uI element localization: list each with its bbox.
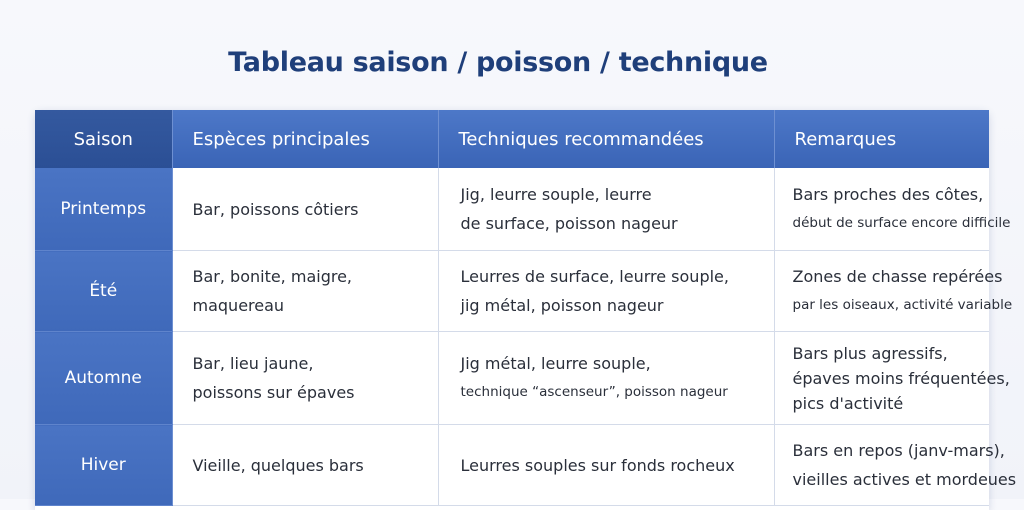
technique-line: Leurres souples sur fonds rocheux (460, 455, 735, 475)
techniques-cell (438, 332, 774, 425)
table-header-row (35, 110, 989, 168)
species-cell (172, 425, 438, 506)
species-line: Vieille, quelques bars (192, 455, 364, 475)
remark-line: par les oiseaux, activité variable (792, 297, 1013, 313)
technique-line: jig métal, poisson nageur (460, 296, 664, 315)
header-remarks: Remarques (774, 110, 989, 168)
species-cell (172, 332, 438, 425)
remark-line: Bars proches des côtes, (792, 185, 984, 204)
species-cell (172, 251, 438, 332)
technique-line: Jig métal, leurre souple, (460, 354, 651, 373)
remarks-cell (774, 332, 1010, 425)
page-title: Tableau saison / poisson / technique (228, 47, 768, 78)
remark-line: Bars en repos (janv-mars), (792, 441, 1005, 460)
remarks-cell (774, 168, 1011, 251)
technique-line: de surface, poisson nageur (460, 214, 678, 233)
remarks-cell (774, 425, 1017, 506)
remark-line: vieilles actives et mordeues (792, 470, 1017, 489)
header-techniques: Techniques recommandées (438, 110, 774, 168)
techniques-cell (438, 251, 774, 332)
species-line: Bar, bonite, maigre, (192, 267, 352, 286)
season-cell: Hiver (35, 425, 172, 506)
remarks-cell (774, 251, 1013, 332)
species-cell (172, 168, 438, 251)
season-cell: Été (35, 251, 172, 332)
remark-line: Bars plus agressifs, (792, 343, 948, 363)
header-season: Saison (35, 110, 172, 168)
remark-line: début de surface encore difficile (792, 215, 1011, 231)
species-line: maquereau (192, 296, 285, 315)
technique-line: Leurres de surface, leurre souple, (460, 267, 729, 286)
season-fish-technique-table (35, 110, 1017, 510)
season-cell: Automne (35, 332, 172, 425)
species-line: Bar, poissons côtiers (192, 199, 359, 219)
technique-line: technique “ascenseur”, poisson nageur (460, 384, 728, 400)
table-row (35, 425, 989, 506)
techniques-cell (438, 425, 774, 506)
remark-line: pics d'activité (792, 393, 904, 413)
remark-line: Zones de chasse repérées (792, 267, 1003, 286)
species-line: Bar, lieu jaune, (192, 354, 314, 373)
technique-line: Jig, leurre souple, leurre (460, 185, 652, 204)
table-row (35, 332, 989, 425)
header-species: Espèces principales (172, 110, 438, 168)
remark-line: épaves moins fréquentées, (792, 368, 1010, 388)
table-row (35, 168, 989, 251)
species-line: poissons sur épaves (192, 383, 355, 402)
table-row (35, 251, 989, 332)
season-cell: Printemps (35, 168, 172, 251)
techniques-cell (438, 168, 774, 251)
